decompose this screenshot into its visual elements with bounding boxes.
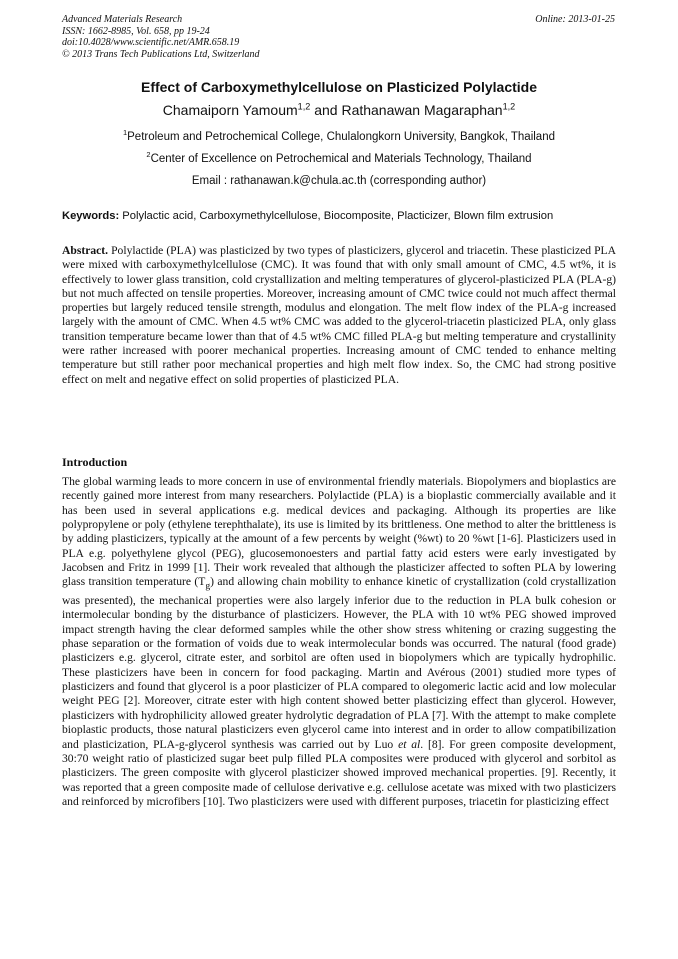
keywords-label: Keywords: [62,210,120,222]
affiliation-2 [62,152,616,166]
author-affiliation-mark: 1,2 [502,101,516,112]
affiliation-mark: 2 [146,150,151,160]
abstract [62,244,616,387]
corresponding-email: Email : rathanawan.k@chula.ac.th (corresponding author) [191,175,487,187]
author-affiliation-mark: 1,2 [297,101,311,112]
keywords-text: Polylactic acid, Carboxymethylcellulose, Biocomposite, Placticizer, Blown film extrusion [119,210,554,222]
tg-subscript: g [205,580,211,592]
affiliation-text: Center of Excellence on Petrochemical and Materials Technology, Thailand [150,153,532,165]
affiliation-1 [62,130,616,144]
paper-title: Effect of Carboxymethylcellulose on Plasticized Polylactide [140,79,537,95]
author-list [62,101,616,119]
intro-text-part-3: . [8]. For green composite development, 30:70 weight ratio of plasticized sugar beet pulp filled PLA composites were produced with glycerol and sorbitol as plasticizers. The green composite with glycerol plasticizer showed improved mechanical properties. [9]. Recently, it was reported that a green composite made of cellulose derivative e.g. cellulose acetate was mixed with two plasticizers and reinforced by microfibers [10]. Two plasticizers were used with different purposes, triacetin for plasticizing effect [62,737,616,808]
introduction-body [62,475,616,809]
abstract-text: Polylactide (PLA) was plasticized by two types of plasticizers, glycerol and triacetin. These plasticized PLA were mixed with carboxymethylcellulose (CMC). It was found that with only small amount of CMC, 4.5 wt%, it is effectively to lower glass transition, cold crystallization and melting temperatures of glycerol-plasticized PLA (PLA-g) but not much affected on tensile properties. Moreover, increasing amount of CMC twice could not much affect thermal properties but largely reduced tensile strength, modulus and elongation. The melt flow index of the PLA-g increased largely with the amount of CMC. When 4.5 wt% CMC was added to the glycerol-triacetin plasticized PLA, only glass transition temperature became lower than that of 4.5 wt% CMC filled PLA-g but melting temperature and crystallinity were rather increased with poorer mechanical properties. Increasing amount of CMC tended to enhance melting temperature but still rather poor mechanical properties and high melt flow index. So, the CMC had strong positive effect on melt and negative effect on solid properties of plasticized PLA. [62,244,616,386]
intro-text-part-2: ) and allowing chain mobility to enhance kinetic of crystallization (cold crystallization was presented), the mechanical properties were also largely inferior due to the reduction in PLA bulk cohesion or intermolecular bonding by the disturbance of plasticizers. However, the PLA with 10 wt% PEG showed improved impact strength having the clear deformed samples while the other show stress whitening or crazing suggesting the phase separation or the formation of voids due to weak intermolecular bonds was occurred. The natural (food grade) plasticizers e.g. glycerol, citrate ester, and sorbitol are often used in biopolymers which are typically hydrophilic. These plasticizers have been in concern for food packaging. Martin and Avérous (2001) studied more types of plasticizers and found that glycerol is a poor plasticizer of PLA compared to olegomeric lactic acid and low molecular weight PEG [2]. Moreover, citrate ester with high content showed better plasticizing effect than glycerol. However, plasticizers with hydrophilicity allowed greater hydrolytic degradation of PLA [7]. With the attempt to make complete bioplastic products, those natural plasticizers even glycerol came into interest and in order to allow compatibilization and plasticization, PLA-g-glycerol synthesis was carried out by Luo [62,575,616,751]
et-al: et al [398,737,421,751]
journal-doi: doi:10.4028/www.scientific.net/AMR.658.19 [62,37,240,48]
affiliation-text: Petroleum and Petrochemical College, Chulalongkorn University, Bangkok, Thailand [127,131,555,143]
author-name: Rathanawan Magaraphan [341,102,503,118]
introduction-heading: Introduction [62,455,128,469]
journal-header [62,14,260,60]
keywords [62,209,616,223]
author-connector: and [310,102,342,118]
journal-issn: ISSN: 1662-8985, Vol. 658, pp 19-24 [62,25,210,37]
intro-text-part-1: The global warming leads to more concern in use of environmental friendly materials. Biopolymers and bioplastics are recently gained more interest from many researchers. Polylactide (PLA) is a bioplastic commercially available and it has been used in several applications e.g. medical devices and packaging. Although its properties are like polypropylene or poly (ethylene terephthalate), its use is limited by its brittleness. One method to alter the brittleness is by adding plasticizers, typically at the amount of a few percents by weight (%wt) to 20 %wt [1-6]. Plasticizers used in PLA e.g. polyethylene glycol (PEG), glucosemonoesters and partial fatty acid esters were early investigated by Jacobsen and Fritz in 1999 [1]. Their work revealed that although the plasticizer affected to soften PLA by lowering glass transition temperature (T [62,475,616,589]
abstract-label: Abstract. [62,244,109,257]
journal-copyright: © 2013 Trans Tech Publications Ltd, Switzerland [62,48,260,60]
affiliation-mark: 1 [122,128,128,138]
online-date: Online: 2013-01-25 [535,14,615,25]
journal-name: Advanced Materials Research [62,14,183,25]
author-name: Chamaiporn Yamoum [162,102,298,118]
